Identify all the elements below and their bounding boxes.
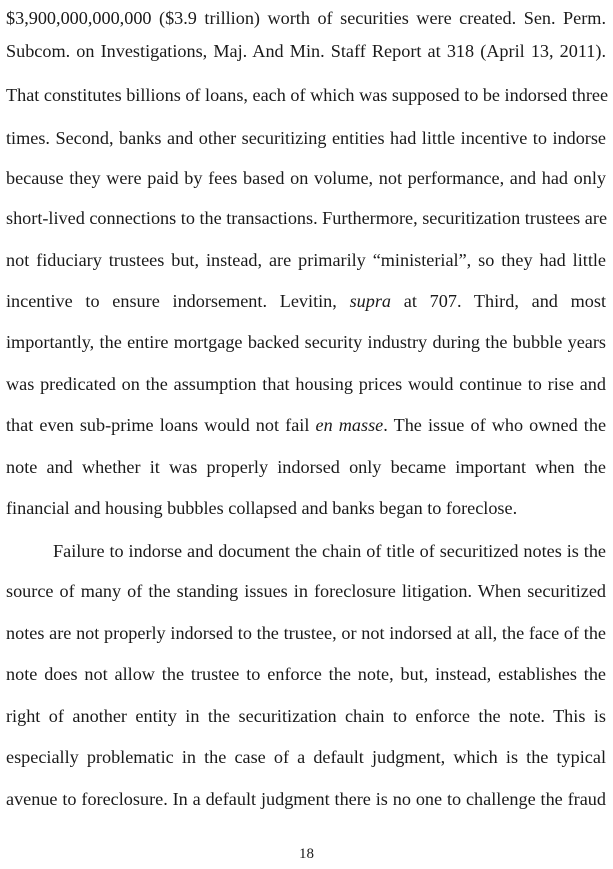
text-line: because they were paid by fees based on volume, not performance, and had only <box>6 168 606 188</box>
text-line: note does not allow the trustee to enforce the note, but, instead, establishes the <box>6 664 606 684</box>
text-line: notes are not properly indorsed to the trustee, or not indorsed at all, the face of the <box>6 623 606 643</box>
text-segment: incentive to ensure indorsement. Levitin, <box>6 291 337 311</box>
text-line: Subcom. on Investigations, Maj. And Min. Staff Report at 318 (April 13, 2011). <box>6 41 606 61</box>
text-line: That constitutes billions of loans, each of which was supposed to be indorsed three <box>6 85 609 105</box>
text-line: not fiduciary trustees but, instead, are primarily “ministerial”, so they had little <box>6 250 606 270</box>
text-line: note and whether it was properly indorsed only became important when the <box>6 457 606 477</box>
italic-term: supra <box>349 291 392 311</box>
text-segment: . The issue of who owned the <box>383 415 607 435</box>
text-line: times. Second, banks and other securitizing entities had little incentive to indorse <box>6 128 606 148</box>
italic-term: en masse <box>315 415 384 435</box>
text-line: financial and housing bubbles collapsed and banks began to foreclose. <box>6 498 518 518</box>
text-line: right of another entity in the securitization chain to enforce the note. This is <box>6 706 606 726</box>
page-number: 18 <box>299 846 314 862</box>
text-line: source of many of the standing issues in foreclosure litigation. When securitized <box>6 581 606 601</box>
text-line: $3,900,000,000,000 ($3.9 trillion) worth of securities were created. Sen. Perm. <box>6 8 606 28</box>
text-line: especially problematic in the case of a default judgment, which is the typical <box>6 747 606 767</box>
text-line: was predicated on the assumption that housing prices would continue to rise and <box>6 374 606 394</box>
text-line <box>6 290 606 312</box>
text-segment: that even sub-prime loans would not fail <box>6 415 310 435</box>
text-line: short-lived connections to the transactions. Furthermore, securitization trustees are <box>6 208 608 228</box>
text-segment: at 707. Third, and most <box>403 291 607 311</box>
paragraph-first-line: Failure to indorse and document the chain of title of securitized notes is the <box>53 541 606 561</box>
text-line: avenue to foreclosure. In a default judgment there is no one to challenge the fraud <box>6 789 606 809</box>
text-line <box>6 414 606 436</box>
text-line: importantly, the entire mortgage backed security industry during the bubble years <box>6 332 606 352</box>
